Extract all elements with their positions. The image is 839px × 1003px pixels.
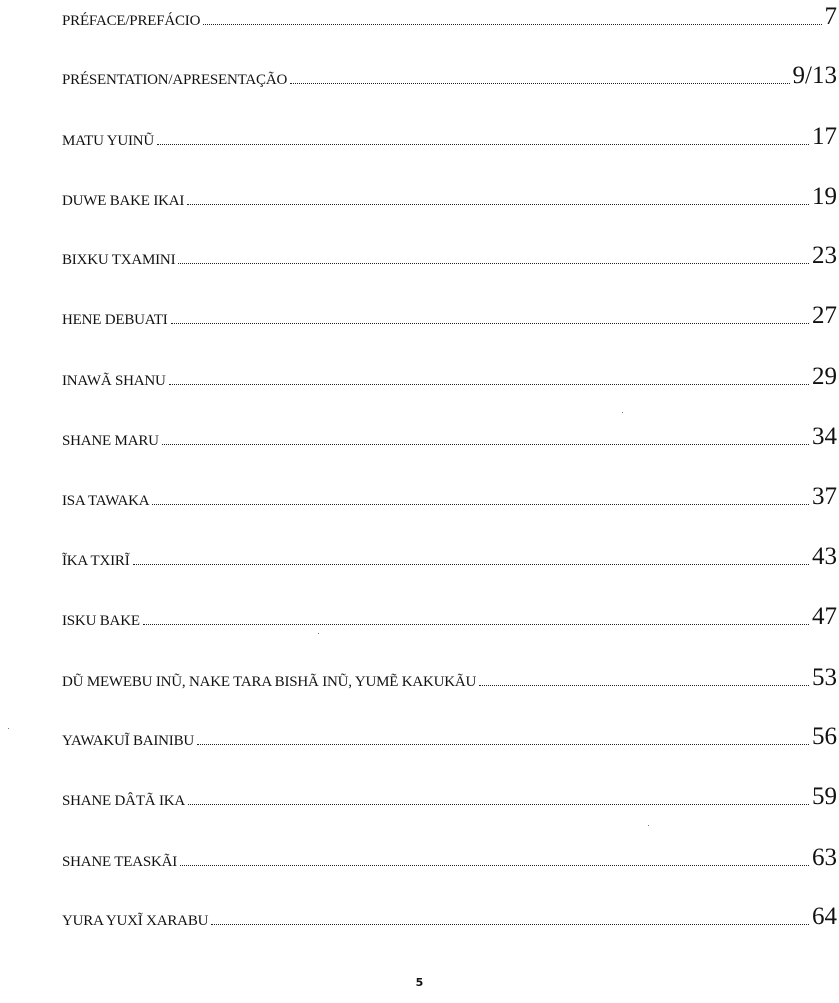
toc-entry-title: MATU YUINŨ — [62, 133, 155, 149]
dot-leader — [180, 864, 809, 866]
toc-entry-title: ISKU BAKE — [62, 613, 140, 629]
toc-entry-page: 23 — [812, 242, 837, 269]
toc-entry-title: SHANE TEASKÃI — [62, 854, 178, 870]
toc-entry-page: 59 — [812, 783, 837, 810]
toc-entry-title: ISA TAWAKA — [62, 493, 150, 509]
dot-leader — [171, 322, 809, 324]
toc-entry[interactable] — [62, 600, 837, 630]
toc-entry-page: 63 — [812, 844, 837, 871]
toc-entry[interactable] — [62, 180, 837, 210]
dot-leader — [133, 563, 809, 565]
toc-entry-page: 27 — [812, 302, 837, 329]
toc-entry[interactable] — [62, 841, 837, 871]
toc-entry-title: DUWE BAKE IKAI — [62, 193, 185, 209]
scan-speck — [622, 412, 623, 413]
toc-entry-page: 7 — [824, 3, 837, 30]
toc-entry-page: 34 — [812, 423, 837, 450]
dot-leader — [152, 503, 809, 505]
dot-leader — [143, 623, 809, 625]
dot-leader — [162, 443, 809, 445]
toc-entry[interactable] — [62, 900, 837, 930]
scan-speck — [8, 728, 9, 729]
toc-entry[interactable] — [62, 120, 837, 150]
dot-leader — [178, 262, 809, 264]
scan-speck — [318, 633, 319, 634]
toc-entry-title: BIXKU TXAMINI — [62, 252, 176, 268]
toc-entry-page: 19 — [812, 183, 837, 210]
toc-entry-title: YURA YUXĨ XARABU — [62, 913, 209, 929]
toc-entry-page: 37 — [812, 483, 837, 510]
toc-entry[interactable] — [62, 661, 837, 691]
toc-entry[interactable] — [62, 239, 837, 269]
toc-entry-title: YAWAKUĨ BAINIBU — [62, 733, 195, 749]
toc-entry[interactable] — [62, 299, 837, 329]
toc-entry-title: HENE DEBUATI — [62, 312, 168, 328]
dot-leader — [211, 923, 809, 925]
toc-entry-page: 29 — [812, 363, 837, 390]
dot-leader — [187, 203, 809, 205]
page-number: 5 — [415, 976, 424, 989]
toc-entry-page: 56 — [812, 723, 837, 750]
toc-entry[interactable] — [62, 540, 837, 570]
toc-entry-title: PRÉSENTATION/APRESENTAÇÃO — [62, 72, 288, 88]
toc-entry-page: 9/13 — [792, 62, 837, 89]
toc-entry[interactable] — [62, 420, 837, 450]
toc-entry[interactable] — [62, 0, 837, 30]
toc-entry[interactable] — [62, 480, 837, 510]
toc-entry[interactable] — [62, 360, 837, 390]
toc-entry-title: PRÉFACE/PREFÁCIO — [62, 13, 201, 29]
dot-leader — [197, 743, 809, 745]
dot-leader — [188, 803, 809, 805]
dot-leader — [479, 684, 809, 686]
dot-leader — [203, 23, 821, 25]
scan-speck — [648, 825, 649, 826]
toc-entry[interactable] — [62, 59, 837, 89]
toc-entry-title: INAWÃ SHANU — [62, 373, 166, 389]
dot-leader — [169, 383, 809, 385]
toc-entry-page: 47 — [812, 603, 837, 630]
dot-leader — [290, 82, 789, 84]
toc-entry[interactable] — [62, 720, 837, 750]
dot-leader — [157, 143, 809, 145]
toc-entry-page: 17 — [812, 123, 837, 150]
toc-entry[interactable] — [62, 780, 837, 810]
toc-entry-page: 53 — [812, 664, 837, 691]
toc-entry-title: DŨ MEWEBU INŨ, NAKE TARA BISHÃ INŨ, YUMẼ KAKUKÃU — [62, 674, 477, 690]
toc-entry-title: SHANE DÂTÃ IKA — [62, 793, 186, 809]
toc-entry-title: ĨKA TXIRĨ — [62, 553, 130, 569]
toc-entry-page: 43 — [812, 543, 837, 570]
toc-entry-page: 64 — [812, 903, 837, 930]
toc-entry-title: SHANE MARU — [62, 433, 159, 449]
